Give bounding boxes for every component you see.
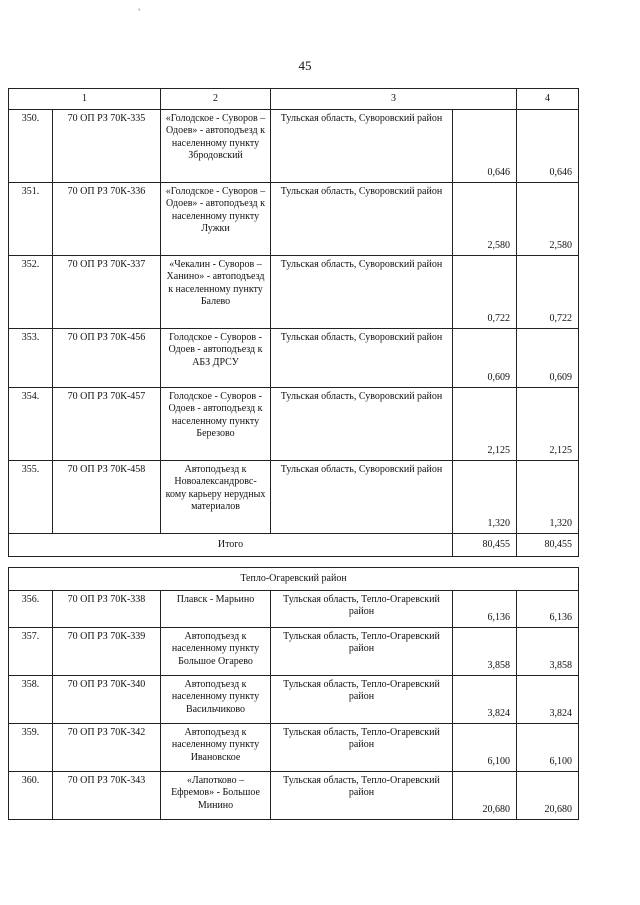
road-code: 70 ОП РЗ 70К-339 [53,628,161,676]
row-number: 358. [9,676,53,724]
road-name: Автоподъезд к населенному пункту Ивановское [161,724,271,772]
total-label: Итого [9,534,453,557]
table-row [9,183,579,256]
header-col-1: 1 [9,89,161,110]
length-value-2: 0,722 [517,256,579,329]
road-code: 70 ОП РЗ 70К-335 [53,110,161,183]
header-col-4: 4 [517,89,579,110]
header-col-2: 2 [161,89,271,110]
road-location: Тульская область, Тепло-Огаревский район [271,628,453,676]
table-row [9,772,579,820]
table-header-row [9,89,579,110]
road-code: 70 ОП РЗ 70К-336 [53,183,161,256]
road-location: Тульская область, Суворовский район [271,183,453,256]
length-value-2: 0,609 [517,329,579,388]
road-location: Тульская область, Суворовский район [271,110,453,183]
length-value-1: 6,100 [453,724,517,772]
row-number: 350. [9,110,53,183]
row-number: 357. [9,628,53,676]
road-name: Голодское - Суворов - Одоев - автоподъезд к населенному пункту Березово [161,388,271,461]
roads-table [8,88,579,820]
road-name: «Чекалин - Суворов – Ханино» - автоподъезд к населенному пункту Балево [161,256,271,329]
length-value-1: 3,824 [453,676,517,724]
road-name: «Лапотково – Ефремов» - Большое Минино [161,772,271,820]
row-number: 355. [9,461,53,534]
road-name: Автоподъезд к Новоалександровс-кому карьеру нерудных материалов [161,461,271,534]
length-value-2: 6,136 [517,591,579,628]
total-row [9,534,579,557]
road-name: Плавск - Марьино [161,591,271,628]
total-value-2: 80,455 [517,534,579,557]
road-name: Голодское - Суворов - Одоев - автоподъезд к АБЗ ДРСУ [161,329,271,388]
row-number: 359. [9,724,53,772]
road-code: 70 ОП РЗ 70К-343 [53,772,161,820]
page-number: 45 [298,58,312,73]
length-value-1: 0,609 [453,329,517,388]
length-value-2: 3,824 [517,676,579,724]
row-number: 354. [9,388,53,461]
road-location: Тульская область, Суворовский район [271,256,453,329]
table-row [9,256,579,329]
header-col-3: 3 [271,89,517,110]
length-value-1: 1,320 [453,461,517,534]
row-number: 352. [9,256,53,329]
road-code: 70 ОП РЗ 70К-457 [53,388,161,461]
length-value-1: 0,646 [453,110,517,183]
total-value-1: 80,455 [453,534,517,557]
spacer-row [9,557,579,568]
length-value-2: 3,858 [517,628,579,676]
road-name: Автоподъезд к населенному пункту Васильчиково [161,676,271,724]
length-value-2: 6,100 [517,724,579,772]
section-title: Тепло-Огаревский район [9,568,579,591]
road-location: Тульская область, Тепло-Огаревский район [271,676,453,724]
road-location: Тульская область, Суворовский район [271,329,453,388]
table-row [9,388,579,461]
length-value-1: 2,125 [453,388,517,461]
road-code: 70 ОП РЗ 70К-338 [53,591,161,628]
row-number: 356. [9,591,53,628]
road-code: 70 ОП РЗ 70К-456 [53,329,161,388]
row-number: 353. [9,329,53,388]
road-code: 70 ОП РЗ 70К-342 [53,724,161,772]
length-value-2: 20,680 [517,772,579,820]
roads-table-body [9,89,579,820]
road-location: Тульская область, Тепло-Огаревский район [271,591,453,628]
road-location: Тульская область, Суворовский район [271,388,453,461]
table-row [9,329,579,388]
length-value-1: 20,680 [453,772,517,820]
table-row [9,591,579,628]
road-code: 70 ОП РЗ 70К-340 [53,676,161,724]
table-row [9,676,579,724]
road-location: Тульская область, Тепло-Огаревский район [271,772,453,820]
road-location: Тульская область, Суворовский район [271,461,453,534]
length-value-2: 0,646 [517,110,579,183]
road-code: 70 ОП РЗ 70К-458 [53,461,161,534]
length-value-1: 0,722 [453,256,517,329]
length-value-2: 2,125 [517,388,579,461]
table-row [9,461,579,534]
road-name: «Голодское - Суворов – Одоев» - автоподъезд к населенному пункту Лужки [161,183,271,256]
road-name: «Голодское - Суворов – Одоев» - автоподъезд к населенному пункту Збродовский [161,110,271,183]
road-code: 70 ОП РЗ 70К-337 [53,256,161,329]
scan-speck: ˚ [138,8,141,17]
road-name: Автоподъезд к населенному пункту Большое Огарево [161,628,271,676]
section-row [9,568,579,591]
length-value-2: 1,320 [517,461,579,534]
table-row [9,724,579,772]
length-value-1: 3,858 [453,628,517,676]
row-number: 351. [9,183,53,256]
length-value-2: 2,580 [517,183,579,256]
table-row [9,628,579,676]
row-number: 360. [9,772,53,820]
table-row [9,110,579,183]
length-value-1: 2,580 [453,183,517,256]
road-location: Тульская область, Тепло-Огаревский район [271,724,453,772]
length-value-1: 6,136 [453,591,517,628]
